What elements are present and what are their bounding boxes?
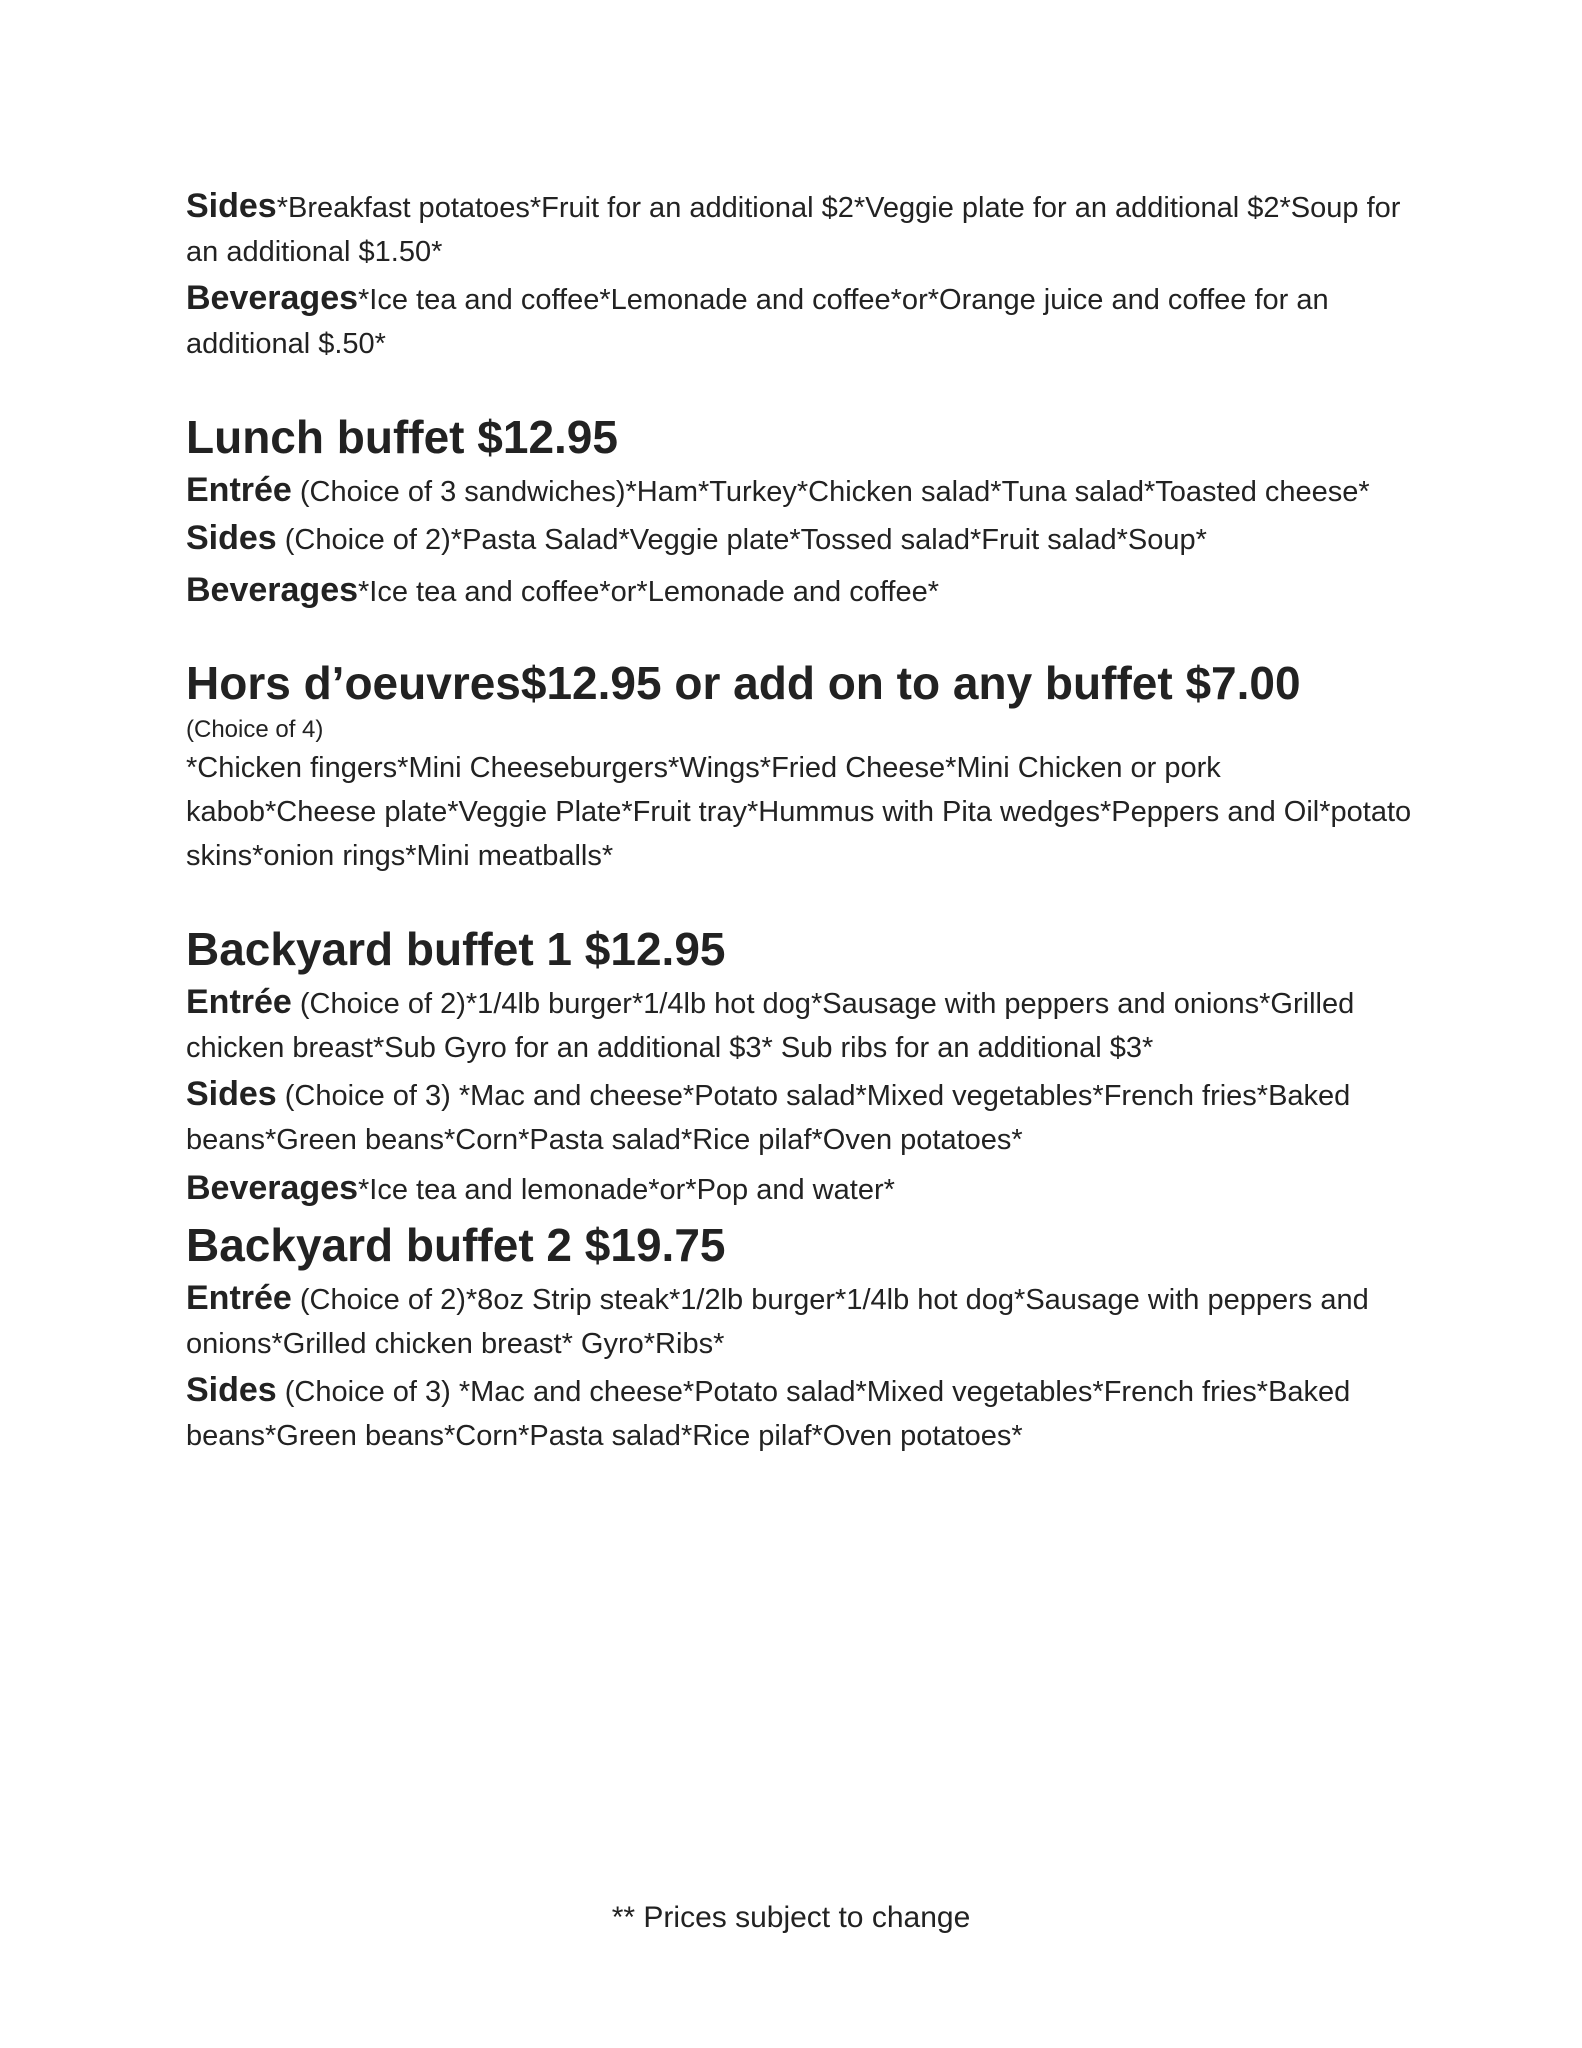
breakfast-beverages-line [186, 276, 1416, 366]
lunch-beverages-line [186, 568, 1416, 614]
entree-label: Entrée [186, 471, 292, 509]
prices-disclaimer: ** Prices subject to change [611, 1901, 971, 1934]
backyard1-beverages-line [186, 1166, 1416, 1212]
sides-label: Sides [186, 1075, 277, 1113]
breakfast-sides-line [186, 184, 1416, 274]
beverages-text: *Ice tea and lemonade*or*Pop and water* [358, 1174, 895, 1206]
sides-text: (Choice of 2)*Pasta Salad*Veggie plate*Tossed salad*Fruit salad*Soup* [276, 524, 1207, 556]
beverages-label: Beverages [186, 571, 359, 609]
lunch-sides-line [186, 516, 1416, 562]
backyard1-entree-line [186, 980, 1416, 1070]
entree-label: Entrée [186, 983, 292, 1021]
lunch-entree-line [186, 468, 1416, 514]
beverages-text: *Ice tea and coffee*or*Lemonade and coffee* [358, 576, 940, 608]
sides-label: Sides [186, 187, 277, 225]
beverages-label: Beverages [186, 1169, 359, 1207]
sides-text: (Choice of 3) *Mac and cheese*Potato salad*Mixed vegetables*French fries*Baked beans*Green beans*Corn*Pasta salad*Rice pilaf*Oven potatoes* [186, 1376, 1351, 1452]
sides-text: *Breakfast potatoes*Fruit for an additional $2*Veggie plate for an additional $2*Soup for an additional $1.50* [186, 192, 1401, 268]
sides-label: Sides [186, 519, 277, 557]
hors-items-text: *Chicken fingers*Mini Cheeseburgers*Wings*Fried Cheese*Mini Chicken or pork kabob*Cheese plate*Veggie Plate*Fruit tray*Hummus with Pita wedges*Peppers and Oil*potato skins*onion rings*Mini meatballs* [186, 752, 1412, 872]
backyard1-sides-line [186, 1072, 1416, 1162]
backyard2-sides-line [186, 1368, 1416, 1458]
lunch-buffet-heading: Lunch buffet $12.95 [186, 411, 618, 463]
hors-doeuvres-heading: Hors d’oeuvres$12.95 or add on to any buffet $7.00 [186, 657, 1301, 709]
hors-choice-note: (Choice of 4) [186, 716, 324, 743]
beverages-text: *Ice tea and coffee*Lemonade and coffee*or*Orange juice and coffee for an additional $.50* [186, 284, 1329, 360]
beverages-label: Beverages [186, 279, 359, 317]
menu-page [186, 184, 1416, 1458]
backyard-buffet-2-heading: Backyard buffet 2 $19.75 [186, 1219, 726, 1271]
backyard2-entree-line [186, 1276, 1416, 1366]
entree-text: (Choice of 2)*1/4lb burger*1/4lb hot dog*Sausage with peppers and onions*Grilled chicken breast*Sub Gyro for an additional $3* Sub ribs for an additional $3* [186, 988, 1355, 1064]
entree-text: (Choice of 3 sandwiches)*Ham*Turkey*Chicken salad*Tuna salad*Toasted cheese* [291, 476, 1370, 508]
entree-text: (Choice of 2)*8oz Strip steak*1/2lb burger*1/4lb hot dog*Sausage with peppers and onions*Grilled chicken breast* Gyro*Ribs* [186, 1284, 1369, 1360]
sides-label: Sides [186, 1371, 277, 1409]
sides-text: (Choice of 3) *Mac and cheese*Potato salad*Mixed vegetables*French fries*Baked beans*Green beans*Corn*Pasta salad*Rice pilaf*Oven potatoes* [186, 1080, 1351, 1156]
entree-label: Entrée [186, 1279, 292, 1317]
backyard-buffet-1-heading: Backyard buffet 1 $12.95 [186, 923, 726, 975]
